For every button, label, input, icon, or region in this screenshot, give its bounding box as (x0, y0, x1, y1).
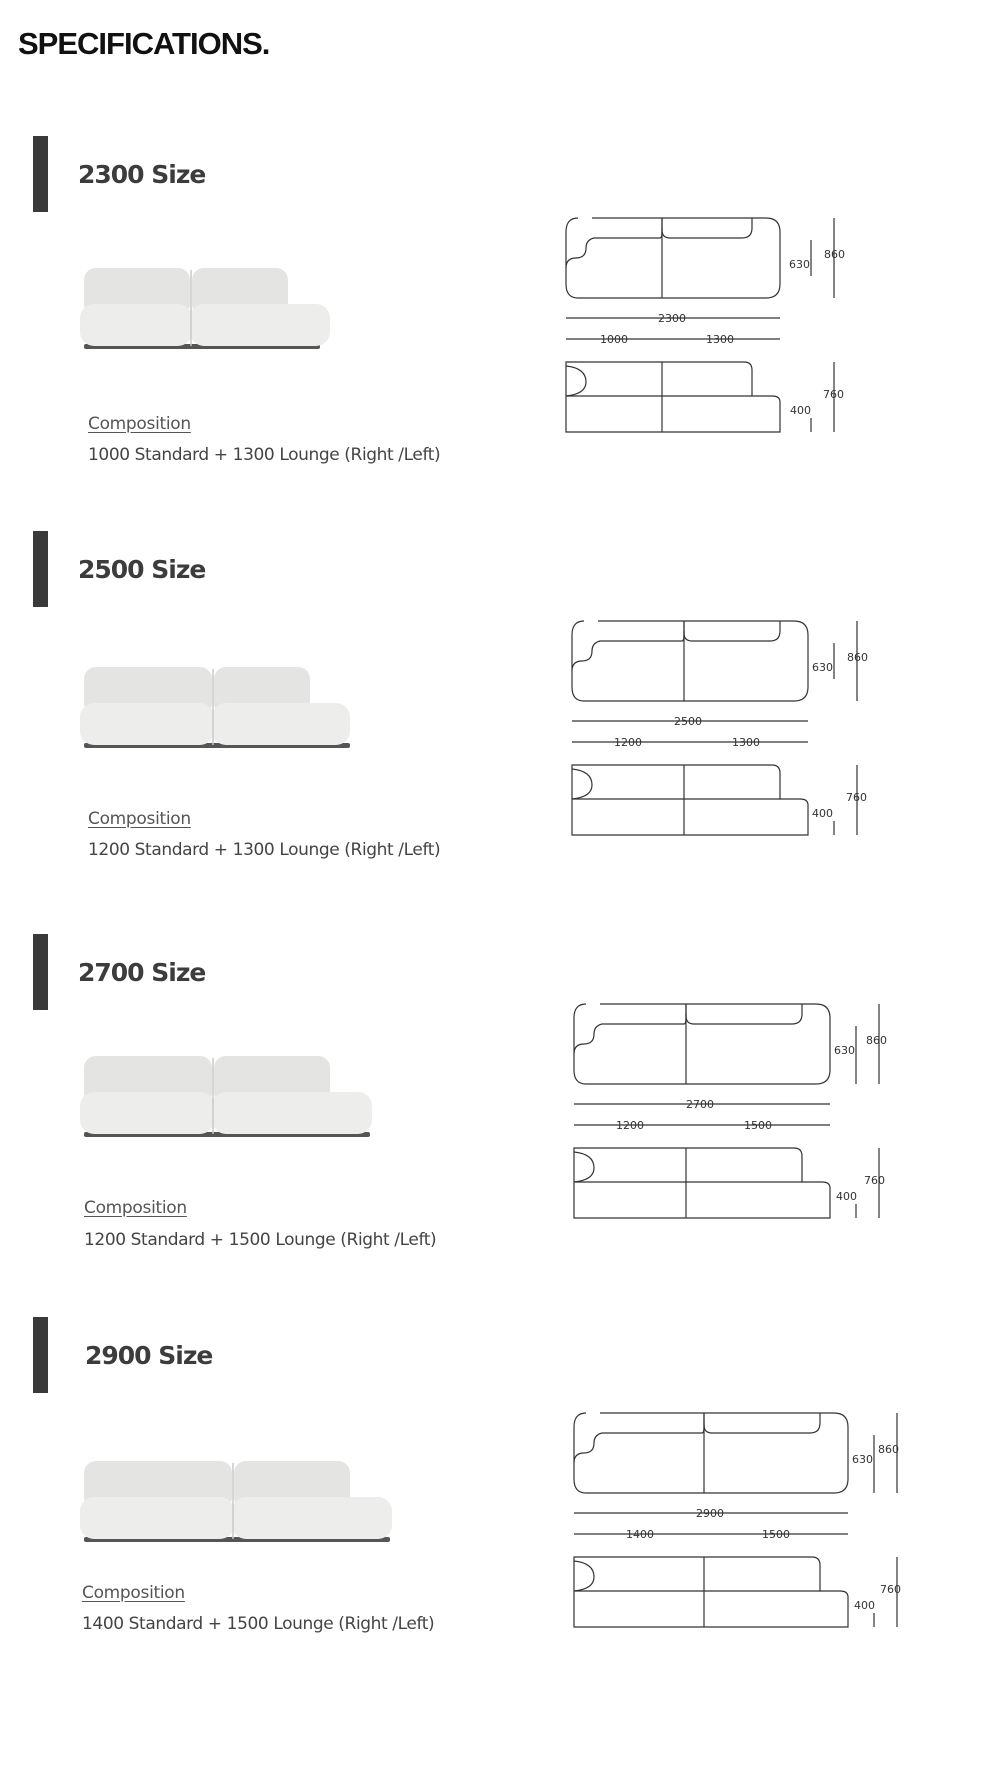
dim-right: 1300 (706, 333, 734, 346)
sofa-image (78, 657, 358, 752)
dim-height: 760 (823, 388, 844, 401)
composition-text: 1200 Standard + 1500 Lounge (Right /Left) (84, 1230, 437, 1250)
composition-label: Composition (88, 809, 191, 829)
dim-height: 760 (846, 791, 867, 804)
section-accent-bar (33, 934, 48, 1010)
dim-depth: 630 (852, 1453, 873, 1466)
composition-text: 1200 Standard + 1300 Lounge (Right /Left) (88, 840, 441, 860)
dimension-drawing (574, 1004, 887, 1224)
dim-depth: 630 (789, 258, 810, 271)
dim-right: 1300 (732, 736, 760, 749)
spec-section-2500 (0, 531, 1000, 911)
dim-depth: 630 (834, 1044, 855, 1057)
dim-depth-total: 860 (866, 1034, 887, 1047)
dim-left: 1000 (600, 333, 628, 346)
dim-right: 1500 (762, 1528, 790, 1541)
composition-text: 1000 Standard + 1300 Lounge (Right /Left) (88, 445, 441, 465)
dim-left: 1200 (616, 1119, 644, 1132)
spec-section-2300 (0, 136, 1000, 516)
composition-text: 1400 Standard + 1500 Lounge (Right /Left) (82, 1614, 435, 1634)
size-title: 2300 Size (78, 160, 206, 189)
section-accent-bar (33, 531, 48, 607)
section-accent-bar (33, 136, 48, 212)
dimension-drawing (574, 1413, 904, 1633)
composition-label: Composition (84, 1198, 187, 1218)
dim-seat-height: 400 (812, 807, 833, 820)
size-title: 2500 Size (78, 555, 206, 584)
dim-depth-total: 860 (847, 651, 868, 664)
page-title: SPECIFICATIONS. (18, 26, 270, 61)
composition-label: Composition (82, 1583, 185, 1603)
dim-depth: 630 (812, 661, 833, 674)
dimension-drawing (572, 621, 872, 841)
front-view-outline (566, 362, 780, 432)
size-title: 2900 Size (85, 1341, 213, 1370)
dim-height: 760 (864, 1174, 885, 1187)
size-title: 2700 Size (78, 958, 206, 987)
dim-seat-height: 400 (854, 1599, 875, 1612)
dim-right: 1500 (744, 1119, 772, 1132)
spec-section-2700 (0, 934, 1000, 1314)
dim-total: 2300 (658, 312, 686, 325)
sofa-image (78, 258, 338, 353)
sofa-image (78, 1046, 378, 1141)
dim-total: 2700 (686, 1098, 714, 1111)
dimension-drawing (566, 218, 856, 438)
dim-seat-height: 400 (836, 1190, 857, 1203)
dim-seat-height: 400 (790, 404, 811, 417)
composition-label: Composition (88, 414, 191, 434)
top-view-outline (566, 218, 780, 298)
sofa-image (78, 1451, 398, 1546)
dim-left: 1200 (614, 736, 642, 749)
section-accent-bar (33, 1317, 48, 1393)
spec-section-2900 (0, 1317, 1000, 1697)
dim-left: 1400 (626, 1528, 654, 1541)
dim-depth-total: 860 (824, 248, 845, 261)
dim-total: 2900 (696, 1507, 724, 1520)
dim-depth-total: 860 (878, 1443, 899, 1456)
dim-height: 760 (880, 1583, 901, 1596)
dim-total: 2500 (674, 715, 702, 728)
